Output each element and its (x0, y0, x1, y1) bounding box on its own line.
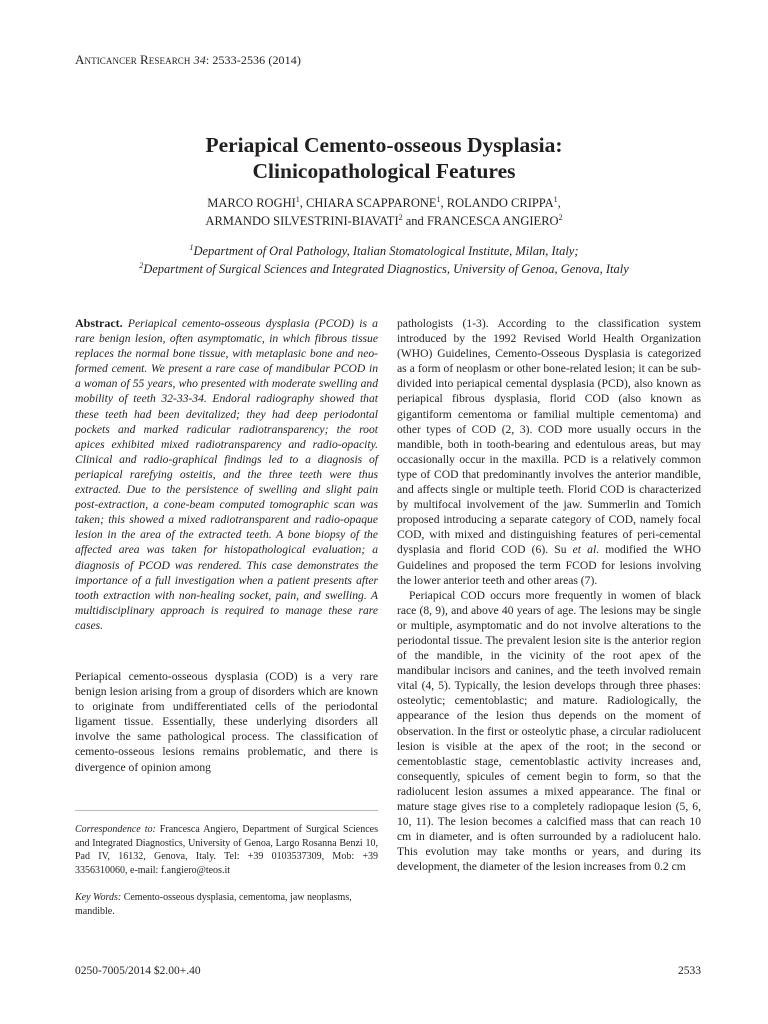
page-number: 2533 (678, 965, 701, 977)
body-text: . modified the WHO Guidelines and proposed the term FCOD for lesions involving the lower anterior teeth and other areas (7). (397, 543, 701, 587)
footnote-divider (75, 810, 378, 811)
author-affiliation-mark: 1 (436, 194, 441, 204)
journal-rest-1: nticancer (84, 52, 137, 67)
keywords-note (75, 891, 378, 918)
affiliation-text: Department of Surgical Sciences and Integrated Diagnostics, University of Genoa, Genova, Italy (143, 262, 629, 276)
journal-pages-year: : 2533-2536 (2014) (205, 53, 301, 67)
affiliation-text: Department of Oral Pathology, Italian Stomatological Institute, Milan, Italy; (193, 244, 579, 258)
affiliation-number: 2 (139, 260, 144, 270)
journal-initial-2: R (140, 52, 149, 67)
journal-volume: 34 (193, 53, 206, 67)
correspondence-text: Francesca Angiero, Department of Surgical Sciences and Integrated Diagnostics, University of Genoa, Largo Rosanna Benzi 10, Pad IV, 16132, Genova, Italy. Tel: +39 0103537309, Mob: +39 3356310060, e-mail: f.angiero@teos.it (75, 824, 379, 876)
journal-rest-2: esearch (148, 52, 191, 67)
article-title (0, 132, 768, 184)
author-list (0, 194, 768, 230)
author-affiliation-mark: 1 (295, 194, 300, 204)
journal-initial-1: A (75, 52, 85, 67)
affiliations (0, 242, 768, 278)
author-line-2 (0, 212, 768, 230)
author-name: MARCO ROGHI (207, 196, 296, 210)
body-text: pathologists (1-3). According to the classification system introduced by the 1992 Revised World Health Organization (WHO) Guidelines, Cemento-Osseous Dysplasia is categorized as a form of neoplasm or other bone-related lesion; it can be sub-divided into periapical cemental dysplasia (PCD), also known as periapical fibrous dysplasia, florid COD (also known as gigantiform cementoma or familial multiple cementoma) and other types of COD (2, 3). COD more usually occurs in the mandible, both in tooth-bearing and edentulous areas, but may occasionally occur in the maxilla. PCD is a relatively common type of COD that predominantly involves the anterior mandible, and affects single or multiple teeth. Florid COD is characterized by multifocal involvement of the jaw. Summerlin and Tomich proposed introducing a separate category of COD, namely focal COD, with mixed and distinguishing features of peri-cemental dysplasia and florid COD (6). Su (397, 317, 701, 557)
author-affiliation-mark: 2 (398, 212, 403, 222)
author-affiliation-mark: 1 (553, 194, 558, 204)
abstract-text: Periapical cemento-osseous dysplasia (PCOD) is a rare benign lesion, often asymptomatic, in which fibrous tissue replaces the normal bone tissue, with metaplasic bone and neo-formed cement. We present a rare case of mandibular PCOD in a woman of 55 years, who presented with moderate swelling and mobility of teeth 32-33-34. Endoral radiography showed that these teeth had been devitalized; they had deep periodontal pockets and marked radicular radiotransparency; the root apices exhibited mixed radiotransparency and radio-opacity. Clinical and radio-graphical findings led to a diagnosis of periapical rarefying osteitis, and the three teeth were thus extracted. Due to the persistence of swelling and slight pain post-extraction, a cone-beam computed tomographic scan was taken; this showed a mixed radiotransparent and radio-opaque lesion in the area of the extracted teeth. A bone biopsy of the affected area was taken for histopathological evaluation; a diagnosis of PCOD was rendered. This case demonstrates the importance of a full investigation when a patient presents after tooth extraction with non-healing socket, pain, and swelling. A multidisciplinary approach is required to manage these rare cases. (75, 317, 378, 632)
keywords-label: Key Words: (75, 892, 122, 903)
intro-text: Periapical cemento-osseous dysplasia (COD) is a very rare benign lesion arising from a group of disorders which are known to originate from undifferentiated cells of the periodontal ligament tissue. Essentially, these underlying disorders all involve the same pathological process. The classification of cemento-osseous lesions remains problematic, and there is divergence of opinion among (75, 670, 378, 774)
author-name: CHIARA SCAPPARONE (306, 196, 437, 210)
title-line-1: Periapical Cemento-osseous Dysplasia: (205, 133, 563, 157)
body-paragraph-2: Periapical COD occurs more frequently in women of black race (8, 9), and above 40 years of age. The lesions may be single or multiple, asymptomatic and do not involve alterations to the periodontal tissue. The prevalent lesion site is the anterior region of the mandible, in the vicinity of the root apex of the mandibular incisors and canines, and the teeth involved remain vital (4, 5). Typically, the lesion develops through three phases: osteolytic; cementoblastic; and mature. Radiologically, the appearance of the lesion thus depends on the moment of observation. In the first or osteolytic phase, a circular radiolucent lesion is visible at the apex of the root; in the second or cementoblastic stage, cementoblastic activity increases and, consequently, spicules of cement begin to form, so that the radiolucent lesion assumes a mixed appearance. The final or mature stage gives rise to a completely radiopaque lesion (5, 6, 10, 11). The lesion becomes a calcified mass that can reach 10 cm in diameter, and is often surrounded by a radiolucent halo. This evolution may take months or years, and during its development, the diameter of the lesion increases from 0.2 cm (397, 588, 701, 874)
intro-paragraph (75, 669, 378, 775)
footer-code: 0250-7005/2014 $2.00+.40 (75, 965, 201, 977)
author-affiliation-mark: 2 (558, 212, 563, 222)
abstract (75, 316, 378, 633)
author-separator: and (402, 214, 427, 228)
author-name: ROLANDO CRIPPA (446, 196, 554, 210)
author-name: FRANCESCA ANGIERO (426, 214, 559, 228)
keywords-text: Cemento-osseous dysplasia, cementoma, jaw neoplasms, mandible. (75, 892, 352, 917)
abstract-label: Abstract. (75, 316, 123, 330)
correspondence-label: Correspondence to: (75, 824, 156, 835)
author-separator: , (440, 196, 447, 210)
author-separator: , (557, 196, 561, 210)
right-column (397, 316, 701, 874)
title-line-2: Clinicopathological Features (252, 159, 516, 183)
correspondence-note (75, 823, 378, 877)
body-text-italic: et al (572, 543, 597, 557)
affiliation-number: 1 (189, 242, 194, 252)
affiliation-2 (0, 260, 768, 278)
affiliation-1 (0, 242, 768, 260)
author-separator: , (299, 196, 307, 210)
author-line-1 (0, 194, 768, 212)
author-name: ARMANDO SILVESTRINI-BIAVATI (205, 214, 399, 228)
running-head (75, 52, 301, 68)
body-paragraph-1 (397, 316, 701, 588)
